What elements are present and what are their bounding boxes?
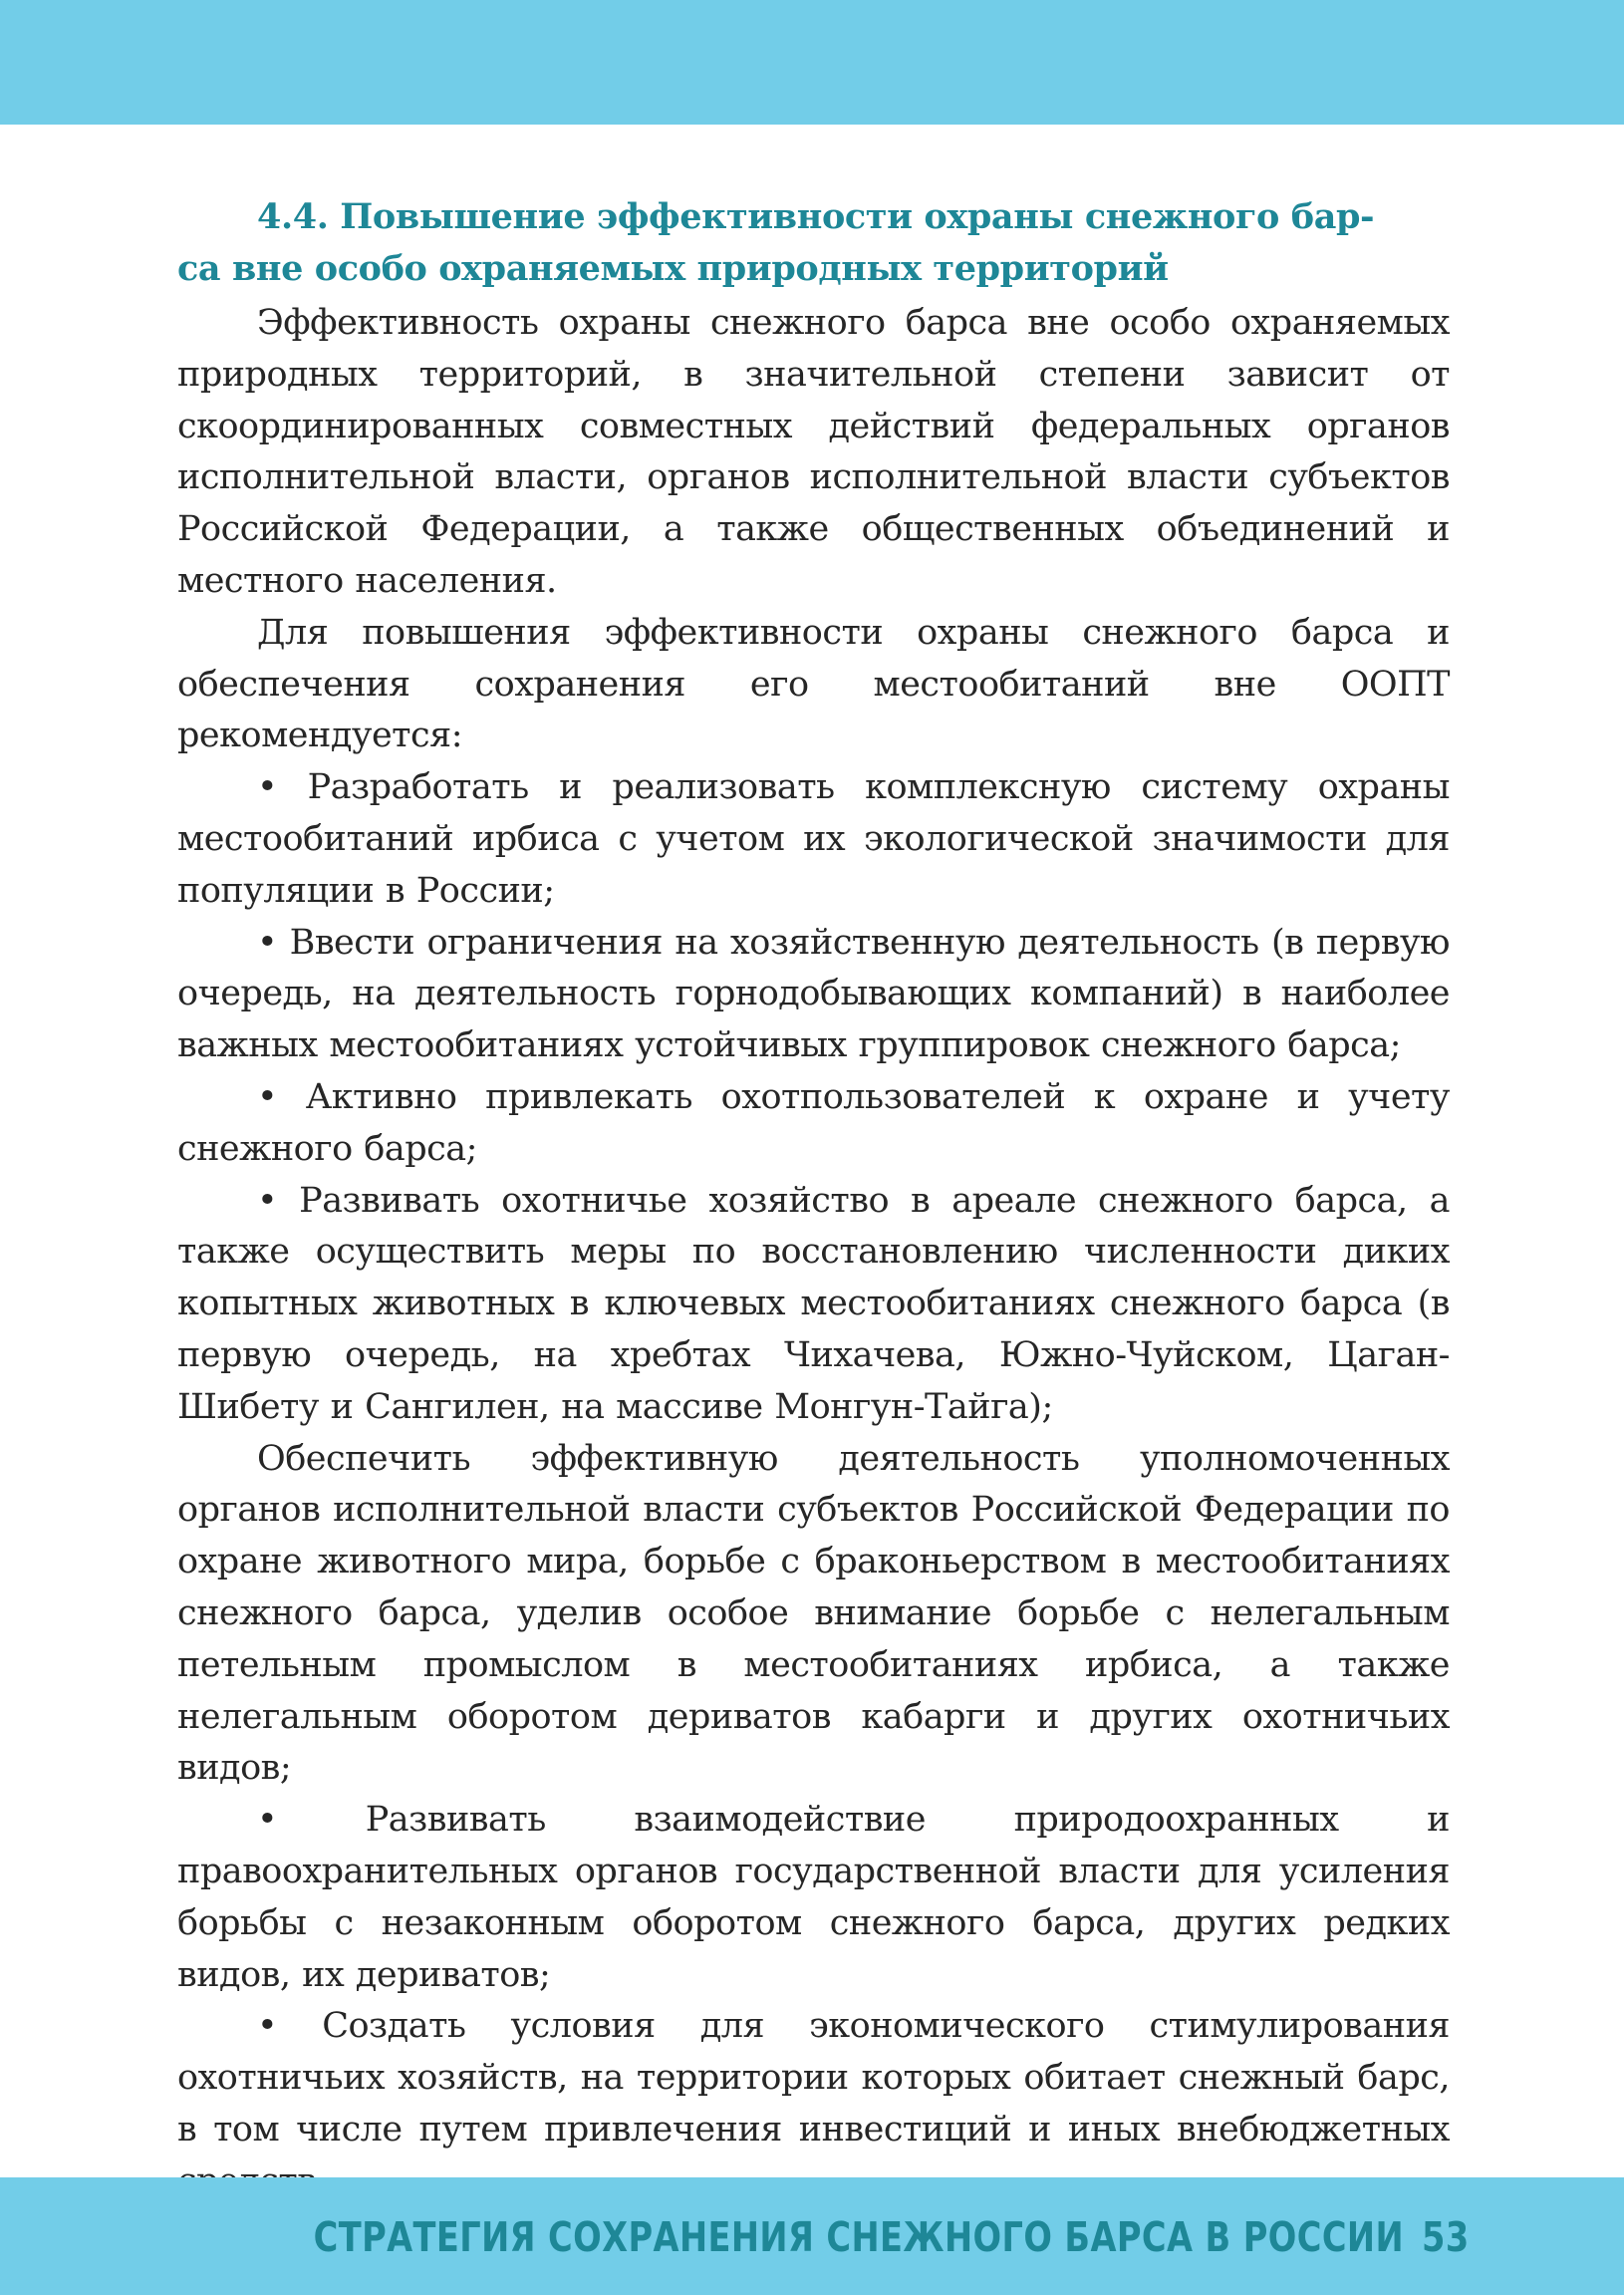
section-heading-line1: 4.4. Повышение эффективности охраны снежного бар- — [257, 196, 1375, 237]
footer-title: СТРАТЕГИЯ СОХРАНЕНИЯ СНЕЖНОГО БАРСА В РОССИИ — [313, 2213, 1405, 2261]
bullet-item: • Развивать взаимодействие природоохранных и правоохранительных органов государственной власти для усиления борьбы с незаконным оборотом снежного барса, других редких видов, их дериватов; — [177, 1800, 1450, 1995]
bullet-item: • Активно привлекать охотпользователей к охране и учету снежного барса; — [177, 1076, 1450, 1169]
bullet-item: • Развивать охотничье хозяйство в ареале снежного барса, а также осуществить меры по восстановлению численности диких копытных животных в ключевых местообитаниях снежного барса (в первую очередь, на хребтах Чихачева, Южно-Чуйском, Цаган-Шибету и Сангилен, на массиве Монгун-Тайга); — [177, 1180, 1450, 1427]
page-number: 53 — [1422, 2213, 1470, 2261]
top-color-band — [0, 0, 1624, 125]
paragraph-recommendations-lead: Для повышения эффективности охраны снежного барса и обеспечения сохранения его местообитаний вне ООПТ рекомендуется: — [177, 612, 1450, 756]
section-heading — [177, 191, 1450, 295]
page-footer — [314, 2213, 1470, 2261]
bottom-color-band — [0, 2177, 1624, 2295]
bullet-item: • Ввести ограничения на хозяйственную деятельность (в первую очередь, на деятельность горнодобывающих компаний) в наиболее важных местообитаниях устойчивых группировок снежного барса; — [177, 922, 1450, 1066]
bullet-item: • Создать условия для экономического стимулирования охотничьих хозяйств, на территории которых обитает снежный барс, в том числе путем привлечения инвестиций и иных внебюджетных — [177, 2006, 1450, 2150]
page-content — [177, 191, 1450, 2207]
paragraph-intro: Эффективность охраны снежного барса вне особо охраняемых природных территорий, в значительной степени зависит от скоординированных совместных действий федеральных органов исполнительной власти, органов исполнительной власти субъектов Российской Федерации, а также общественных объединений и местного населения. — [177, 303, 1450, 601]
paragraph-enforcement: Обеспечить эффективную деятельность уполномоченных органов исполнительной власти субъектов Российской Федерации по охране животного мира, борьбе с браконьерством в местообитаниях снежного барса, уделив особое внимание борьбе с нелегальным петельным промыслом в местообитаниях ирбиса, а также нелегальным оборотом дериватов кабарги и других охотничьих видов; — [177, 1438, 1450, 1789]
bullet-item: • Разработать и реализовать комплексную систему охраны местообитаний ирбиса с учетом их экологической значимости для популяции в России; — [177, 767, 1450, 911]
section-heading-line2: са вне особо охраняемых природных территорий — [177, 248, 1169, 289]
